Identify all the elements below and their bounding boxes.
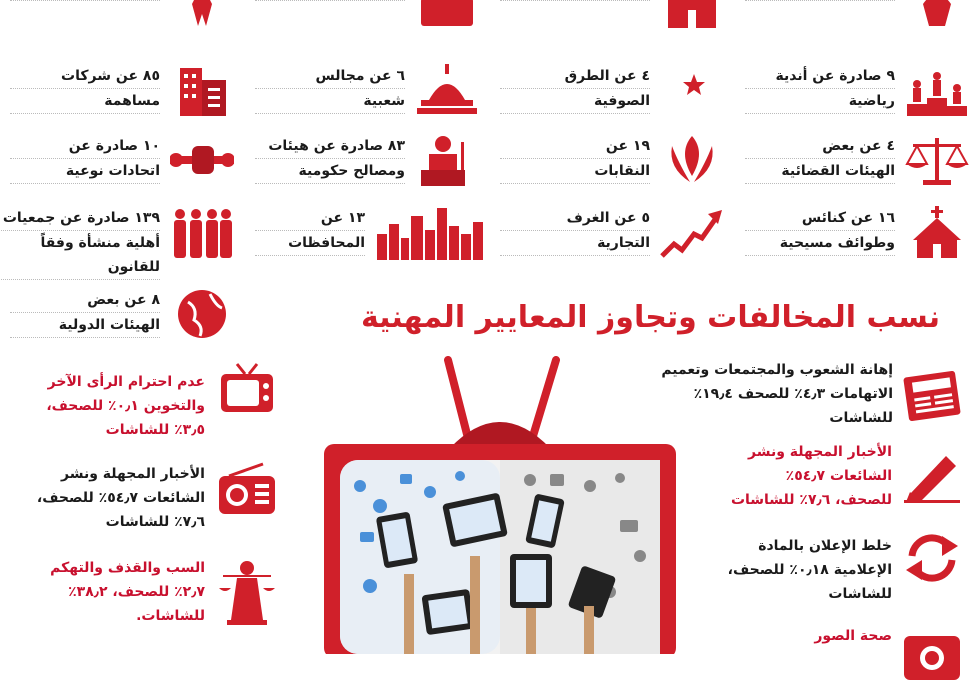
category-cell bbox=[10, 0, 240, 34]
ribbon-icon bbox=[170, 0, 234, 30]
growth-arrow-icon bbox=[660, 204, 724, 260]
cell-line: التجارية bbox=[500, 231, 650, 256]
category-cell bbox=[255, 128, 485, 192]
violation-line: الاتهامات ٤٫٣٪ للصحف ١٩٫٤٪ bbox=[693, 386, 893, 402]
category-cell bbox=[745, 200, 975, 264]
category-cell bbox=[10, 58, 240, 122]
cell-line: الهيئات القضائية bbox=[745, 159, 895, 184]
cell-line: الهيئات الدولية bbox=[10, 313, 160, 338]
category-cell bbox=[500, 0, 730, 34]
cell-line: رياضية bbox=[745, 89, 895, 114]
violation-item bbox=[0, 462, 205, 534]
office-building-icon bbox=[170, 62, 234, 118]
violation-line: صحة الصور bbox=[814, 628, 892, 644]
cell-line: ١٩ عن bbox=[500, 134, 650, 159]
tv-icon bbox=[215, 362, 279, 418]
cell-line: ٤ عن الطرق bbox=[500, 64, 650, 89]
cell-line: ومصالح حكومية bbox=[255, 159, 405, 184]
pen-writing-icon bbox=[900, 448, 964, 504]
scales-icon bbox=[905, 132, 969, 188]
cell-line: ٥ عن الغرف bbox=[500, 206, 650, 231]
violation-line: ٢٫٧٪ للصحف، ٣٨٫٢٪ bbox=[68, 584, 205, 600]
category-cell bbox=[10, 282, 240, 346]
violation-line: الشائعات ٥٤٫٧٪ bbox=[785, 468, 892, 484]
violation-item bbox=[680, 440, 892, 512]
cell-line: ٨ عن بعض bbox=[10, 288, 160, 313]
refresh-arrows-icon bbox=[900, 530, 964, 586]
violation-line: الأخبار المجهلة ونشر bbox=[748, 444, 892, 460]
cell-line: النقابات bbox=[500, 159, 650, 184]
category-cell bbox=[255, 200, 485, 264]
cell-line bbox=[255, 0, 405, 1]
cell-line bbox=[745, 0, 895, 1]
radio-icon bbox=[215, 462, 279, 518]
union-emblem-icon bbox=[660, 132, 724, 188]
cell-line: ١٦ عن كنائس bbox=[745, 206, 895, 231]
category-cell bbox=[745, 128, 975, 192]
official-podium-icon bbox=[415, 132, 479, 188]
egypt-emblem-icon bbox=[905, 0, 969, 30]
violation-line: الشائعات ٥٤٫٧٪ للصحف، bbox=[36, 490, 205, 506]
violation-line: للشاشات bbox=[828, 586, 892, 602]
parliament-dome-icon bbox=[415, 62, 479, 118]
cell-line: وطوائف مسيحية bbox=[745, 231, 895, 256]
violation-item bbox=[0, 370, 205, 442]
violation-line: الأخبار المجهلة ونشر bbox=[61, 466, 205, 482]
violation-line: للشاشات bbox=[829, 410, 893, 426]
category-cell bbox=[745, 0, 975, 34]
category-cell bbox=[255, 0, 485, 34]
violation-item bbox=[680, 624, 892, 648]
violation-line: خلط الإعلان بالمادة bbox=[758, 538, 892, 554]
cell-line: ١٣٩ صادرة عن جمعيات bbox=[0, 206, 160, 231]
cell-line: ٨٥ عن شركات bbox=[10, 64, 160, 89]
category-cell bbox=[500, 58, 730, 122]
globe-icon bbox=[170, 286, 234, 342]
politicians-icon bbox=[415, 0, 479, 30]
cell-line: ١٣ عن bbox=[255, 206, 365, 231]
podium-icon bbox=[905, 62, 969, 118]
violation-item bbox=[680, 534, 892, 606]
church-icon bbox=[905, 204, 969, 260]
violation-item bbox=[0, 556, 205, 628]
category-cell bbox=[500, 128, 730, 192]
violation-line: للصحف، ٧٫٦٪ للشاشات bbox=[730, 492, 892, 508]
people-group-icon bbox=[170, 204, 234, 260]
category-cell bbox=[500, 200, 730, 264]
category-cell bbox=[745, 58, 975, 122]
justice-statue-icon bbox=[215, 558, 279, 626]
tv-illustration bbox=[320, 356, 680, 654]
category-cell bbox=[10, 128, 240, 192]
camera-icon bbox=[900, 626, 964, 682]
cell-line: مساهمة bbox=[10, 89, 160, 114]
cell-line: ٩ صادرة عن أندية bbox=[745, 64, 895, 89]
cell-line bbox=[500, 0, 650, 1]
violation-line: الإعلامية ٠٫١٨٪ للصحف، bbox=[727, 562, 892, 578]
crescent-star-icon bbox=[660, 62, 724, 118]
violation-line: ٣٫٥٪ للشاشات bbox=[105, 422, 205, 438]
fist-wrench-icon bbox=[170, 132, 234, 188]
violation-line: والتخوين ٠٫١٪ للصحف، bbox=[46, 398, 205, 414]
cell-line: أهلية منشأة وفقاً للقانون bbox=[0, 231, 160, 280]
violation-line: عدم احترام الرأى الآخر bbox=[47, 374, 205, 390]
cell-line: المحافظات bbox=[255, 231, 365, 256]
category-cell bbox=[2, 200, 240, 275]
category-cell bbox=[255, 58, 485, 122]
cell-line: ١٠ صادرة عن bbox=[10, 134, 160, 159]
violation-line: السب والقذف والتهكم bbox=[50, 560, 205, 576]
violation-line: ٧٫٦٪ للشاشات bbox=[105, 514, 205, 530]
newspaper-icon bbox=[900, 368, 964, 424]
cell-line: اتحادات نوعية bbox=[10, 159, 160, 184]
city-skyline-icon bbox=[375, 204, 485, 260]
cell-line: الصوفية bbox=[500, 89, 650, 114]
house-icon bbox=[660, 0, 724, 30]
cell-line: شعبية bbox=[255, 89, 405, 114]
violation-line: للشاشات. bbox=[136, 608, 205, 624]
section-title: نسب المخالفات وتجاوز المعايير المهنية bbox=[360, 300, 940, 335]
cell-line: ٨٣ صادرة عن هيئات bbox=[255, 134, 405, 159]
cell-line bbox=[10, 0, 160, 1]
cell-line: ٤ عن بعض bbox=[745, 134, 895, 159]
cell-line: ٦ عن مجالس bbox=[255, 64, 405, 89]
violation-line: إهانة الشعوب والمجتمعات وتعميم bbox=[661, 362, 893, 378]
